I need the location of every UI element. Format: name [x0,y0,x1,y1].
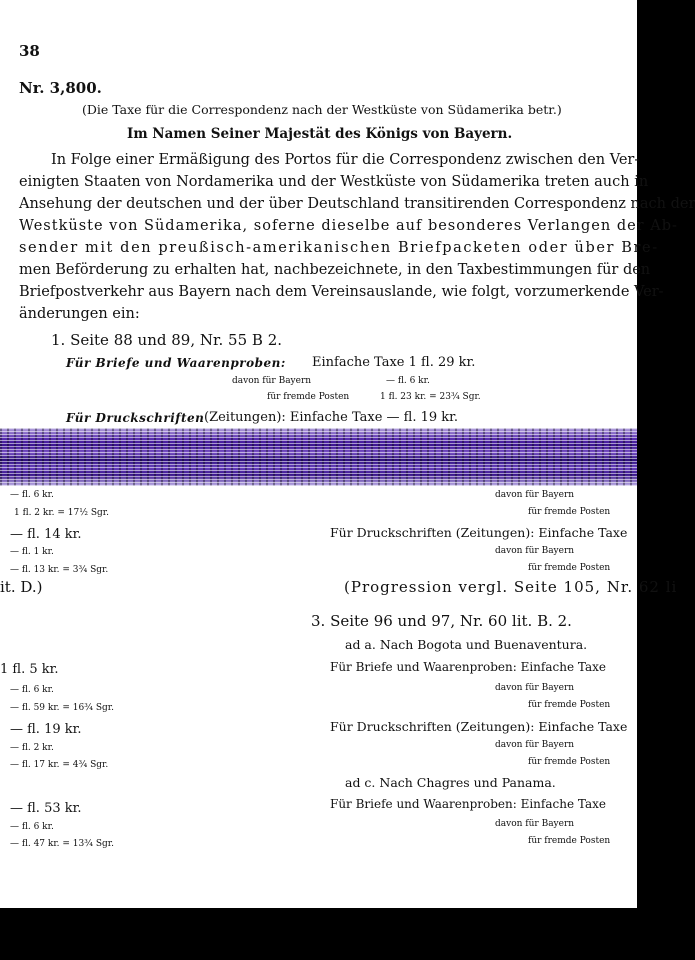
right-line: für fremde Posten [528,563,611,573]
briefe-taxe: Einfache Taxe 1 fl. 29 kr. [312,355,476,370]
left-value: 1 fl. 2 kr. = 17½ Sgr. [14,508,109,518]
paragraph-line: änderungen ein: [19,306,140,322]
left-value: — fl. 59 kr. = 16¾ Sgr. [10,703,114,713]
right-line: davon für Bayern [495,490,575,500]
right-line: davon für Bayern [495,546,575,556]
briefe-label: Für Briefe und Waarenproben: [66,356,286,370]
paragraph-line: Briefpostverkehr aus Bayern nach dem Vereinsauslande, wie folgt, vorzumerkende Ver- [19,284,664,300]
left-value: — fl. 14 kr. [10,527,82,542]
right-line: davon für Bayern [495,683,575,693]
left-value: — fl. 1 kr. [10,547,54,557]
left-value: — fl. 6 kr. [10,490,54,500]
fremde-value: 1 fl. 23 kr. = 23¾ Sgr. [380,392,481,402]
left-value: — fl. 6 kr. [10,685,54,695]
bayern-label: davon für Bayern [232,376,312,386]
left-value: — fl. 13 kr. = 3¾ Sgr. [10,565,109,575]
paragraph-line: men Beförderung zu erhalten hat, nachbezeichnete, in den Taxbestimmungen für den [19,262,651,278]
paragraph-line: einigten Staaten von Nordamerika und der Westküste von Südamerika treten auch in [19,174,649,190]
right-line: ad a. Nach Bogota und Buenaventura. [345,637,588,652]
left-value: it. D.) [0,578,43,596]
druck-label: Für Druckschriften [66,411,205,425]
right-line: ad c. Nach Chagres und Panama. [345,775,556,790]
fremde-label: für fremde Posten [267,392,350,402]
paragraph-line: In Folge einer Ermäßigung des Portos für die Correspondenz zwischen den Ver- [51,152,640,168]
right-line: Für Druckschriften (Zeitungen): Einfache Taxe [330,719,628,734]
left-value: — fl. 2 kr. [10,743,54,753]
druck-taxe: (Zeitungen): Einfache Taxe — fl. 19 kr. [204,410,459,425]
section-heading: 1. Seite 88 und 89, Nr. 55 B 2. [51,331,283,349]
paragraph-line: sender mit den preußisch-amerikanischen Briefpacketen oder über Bre- [19,240,659,256]
right-line: (Progression vergl. Seite 105, Nr. 62 li [344,578,678,596]
left-value: — fl. 6 kr. [10,822,54,832]
right-line: für fremde Posten [528,700,611,710]
right-line: Für Briefe und Waarenproben: Einfache Taxe [330,797,606,811]
document-subtitle: (Die Taxe für die Correspondenz nach der Westküste von Südamerika betr.) [82,102,562,117]
left-value: — fl. 17 kr. = 4¾ Sgr. [10,760,109,770]
right-line: davon für Bayern [495,819,575,829]
bayern-value: — fl. 6 kr. [386,376,430,386]
right-line: davon für Bayern [495,740,575,750]
paragraph-line: Westküste von Südamerika, soferne dieselbe auf besonderes Verlangen der Ab- [19,218,678,234]
bottom-black-bar [0,908,637,960]
left-value: — fl. 47 kr. = 13¾ Sgr. [10,839,114,849]
document-number: Nr. 3,800. [19,79,102,97]
royal-heading: Im Namen Seiner Majestät des Königs von Bayern. [127,126,513,142]
right-line: Für Briefe und Waarenproben: Einfache Taxe [330,660,606,674]
right-line: Für Druckschriften (Zeitungen): Einfache Taxe [330,525,628,540]
scan-distortion-band [0,428,637,486]
right-line: für fremde Posten [528,836,611,846]
right-line: für fremde Posten [528,757,611,767]
paragraph-line: Ansehung der deutschen und der über Deutschland transitirenden Correspondenz nach der [19,196,695,212]
left-value: 1 fl. 5 kr. [0,662,59,677]
right-line: für fremde Posten [528,507,611,517]
page-number: 38 [19,42,40,60]
right-line: 3. Seite 96 und 97, Nr. 60 lit. B. 2. [311,612,572,630]
left-value: — fl. 53 kr. [10,801,82,816]
left-value: — fl. 19 kr. [10,722,82,737]
